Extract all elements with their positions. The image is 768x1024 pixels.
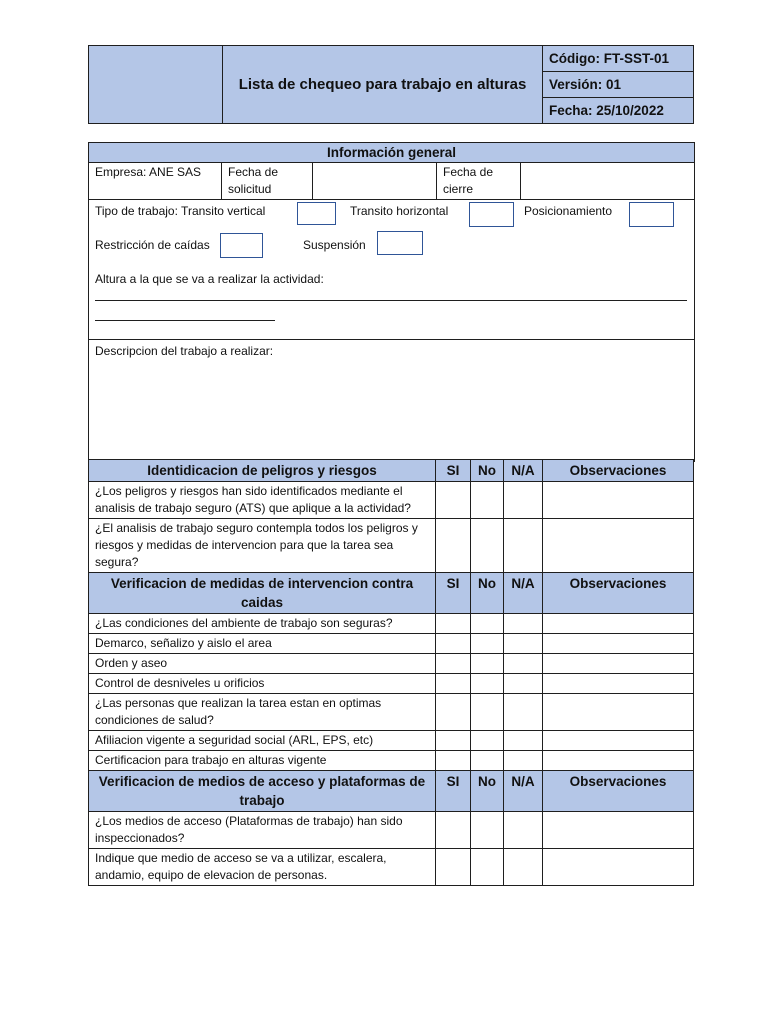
observaciones-column-header: Observaciones xyxy=(543,460,694,482)
document-title: Lista de chequeo para trabajo en alturas xyxy=(223,46,543,124)
si-answer-cell[interactable] xyxy=(436,674,471,694)
checklist-question: Demarco, señalizo y aislo el area xyxy=(89,634,436,654)
checklist-row xyxy=(89,812,694,849)
section-title: Identidicacion de peligros y riesgos xyxy=(89,460,436,482)
altura-line-2[interactable] xyxy=(95,320,275,321)
transito-horizontal-checkbox[interactable] xyxy=(469,202,514,227)
no-answer-cell[interactable] xyxy=(471,519,504,573)
no-column-header: No xyxy=(471,771,504,812)
observaciones-cell[interactable] xyxy=(543,731,694,751)
na-answer-cell[interactable] xyxy=(504,731,543,751)
checklist-question: ¿Las condiciones del ambiente de trabajo son seguras? xyxy=(89,614,436,634)
si-answer-cell[interactable] xyxy=(436,614,471,634)
na-answer-cell[interactable] xyxy=(504,694,543,731)
altura-line-1[interactable] xyxy=(95,300,687,301)
empresa-field: Empresa: ANE SAS xyxy=(89,163,222,200)
fecha-solicitud-value[interactable] xyxy=(313,163,437,200)
na-answer-cell[interactable] xyxy=(504,634,543,654)
na-answer-cell[interactable] xyxy=(504,482,543,519)
observaciones-cell[interactable] xyxy=(543,482,694,519)
checklist-question: Control de desniveles u orificios xyxy=(89,674,436,694)
no-answer-cell[interactable] xyxy=(471,634,504,654)
na-column-header: N/A xyxy=(504,460,543,482)
no-answer-cell[interactable] xyxy=(471,849,504,886)
observaciones-column-header: Observaciones xyxy=(543,771,694,812)
transito-vertical-checkbox[interactable] xyxy=(297,202,336,225)
restriccion-label: Restricción de caídas xyxy=(95,238,210,252)
no-answer-cell[interactable] xyxy=(471,812,504,849)
document-version: Versión: 01 xyxy=(543,72,694,98)
posicionamiento-label: Posicionamiento xyxy=(524,204,613,218)
observaciones-cell[interactable] xyxy=(543,674,694,694)
no-answer-cell[interactable] xyxy=(471,482,504,519)
checklist-row xyxy=(89,634,694,654)
document-header xyxy=(88,45,694,124)
na-answer-cell[interactable] xyxy=(504,519,543,573)
na-answer-cell[interactable] xyxy=(504,654,543,674)
checklist-question: ¿Los medios de acceso (Plataformas de trabajo) han sido inspeccionados? xyxy=(89,812,436,849)
observaciones-cell[interactable] xyxy=(543,694,694,731)
si-answer-cell[interactable] xyxy=(436,694,471,731)
no-answer-cell[interactable] xyxy=(471,674,504,694)
general-info-heading: Información general xyxy=(89,143,695,163)
no-column-header: No xyxy=(471,573,504,614)
checklist-question: Orden y aseo xyxy=(89,654,436,674)
checklist-row xyxy=(89,751,694,771)
tipo-trabajo-label: Tipo de trabajo: Transito vertical xyxy=(95,204,266,218)
no-answer-cell[interactable] xyxy=(471,751,504,771)
na-column-header: N/A xyxy=(504,573,543,614)
observaciones-cell[interactable] xyxy=(543,751,694,771)
transito-horizontal-label: Transito horizontal xyxy=(350,204,449,218)
checklist-row xyxy=(89,614,694,634)
observaciones-cell[interactable] xyxy=(543,812,694,849)
na-answer-cell[interactable] xyxy=(504,812,543,849)
checklist-row xyxy=(89,731,694,751)
si-answer-cell[interactable] xyxy=(436,849,471,886)
no-column-header: No xyxy=(471,460,504,482)
si-column-header: SI xyxy=(436,460,471,482)
checklist-row xyxy=(89,674,694,694)
si-answer-cell[interactable] xyxy=(436,482,471,519)
tipo-trabajo-block xyxy=(89,200,695,340)
checklist-row xyxy=(89,694,694,731)
si-answer-cell[interactable] xyxy=(436,751,471,771)
si-answer-cell[interactable] xyxy=(436,519,471,573)
suspension-checkbox[interactable] xyxy=(377,231,423,255)
checklist-row xyxy=(89,482,694,519)
checklist-question: Certificacion para trabajo en alturas vigente xyxy=(89,751,436,771)
descripcion-field[interactable]: Descripcion del trabajo a realizar: xyxy=(89,340,695,462)
checklist-row xyxy=(89,654,694,674)
no-answer-cell[interactable] xyxy=(471,731,504,751)
section-title: Verificacion de medidas de intervencion contra caidas xyxy=(89,573,436,614)
checklist-table xyxy=(88,142,695,462)
na-answer-cell[interactable] xyxy=(504,849,543,886)
restriccion-checkbox[interactable] xyxy=(220,233,263,258)
suspension-label: Suspensión xyxy=(303,238,366,252)
logo-cell xyxy=(89,46,223,124)
observaciones-cell[interactable] xyxy=(543,614,694,634)
si-answer-cell[interactable] xyxy=(436,812,471,849)
altura-label: Altura a la que se va a realizar la actividad: xyxy=(95,272,324,286)
fecha-solicitud-label: Fecha de solicitud xyxy=(222,163,313,200)
si-answer-cell[interactable] xyxy=(436,634,471,654)
na-answer-cell[interactable] xyxy=(504,614,543,634)
na-answer-cell[interactable] xyxy=(504,751,543,771)
checklist-question: ¿Las personas que realizan la tarea estan en optimas condiciones de salud? xyxy=(89,694,436,731)
observaciones-cell[interactable] xyxy=(543,849,694,886)
si-answer-cell[interactable] xyxy=(436,731,471,751)
checklist-question: Afiliacion vigente a seguridad social (ARL, EPS, etc) xyxy=(89,731,436,751)
checklist-row xyxy=(89,519,694,573)
checklist-question: ¿Los peligros y riesgos han sido identificados mediante el analisis de trabajo seguro (ATS) que aplique a la actividad? xyxy=(89,482,436,519)
posicionamiento-checkbox[interactable] xyxy=(629,202,674,227)
fecha-cierre-value[interactable] xyxy=(521,163,695,200)
document-date: Fecha: 25/10/2022 xyxy=(543,98,694,124)
observaciones-cell[interactable] xyxy=(543,654,694,674)
no-answer-cell[interactable] xyxy=(471,614,504,634)
checklist-row xyxy=(89,849,694,886)
fecha-cierre-label: Fecha de cierre xyxy=(437,163,521,200)
document-code: Código: FT-SST-01 xyxy=(543,46,694,72)
observaciones-cell[interactable] xyxy=(543,519,694,573)
observaciones-column-header: Observaciones xyxy=(543,573,694,614)
si-column-header: SI xyxy=(436,771,471,812)
section-title: Verificacion de medios de acceso y plataformas de trabajo xyxy=(89,771,436,812)
observaciones-cell[interactable] xyxy=(543,634,694,654)
na-answer-cell[interactable] xyxy=(504,674,543,694)
si-column-header: SI xyxy=(436,573,471,614)
checklist-question: Indique que medio de acceso se va a utilizar, escalera, andamio, equipo de elevacion de personas. xyxy=(89,849,436,886)
no-answer-cell[interactable] xyxy=(471,654,504,674)
si-answer-cell[interactable] xyxy=(436,654,471,674)
na-column-header: N/A xyxy=(504,771,543,812)
checklist-sections xyxy=(88,459,694,886)
no-answer-cell[interactable] xyxy=(471,694,504,731)
checklist-question: ¿El analisis de trabajo seguro contempla todos los peligros y riesgos y medidas de intervencion para que la tarea sea segura? xyxy=(89,519,436,573)
